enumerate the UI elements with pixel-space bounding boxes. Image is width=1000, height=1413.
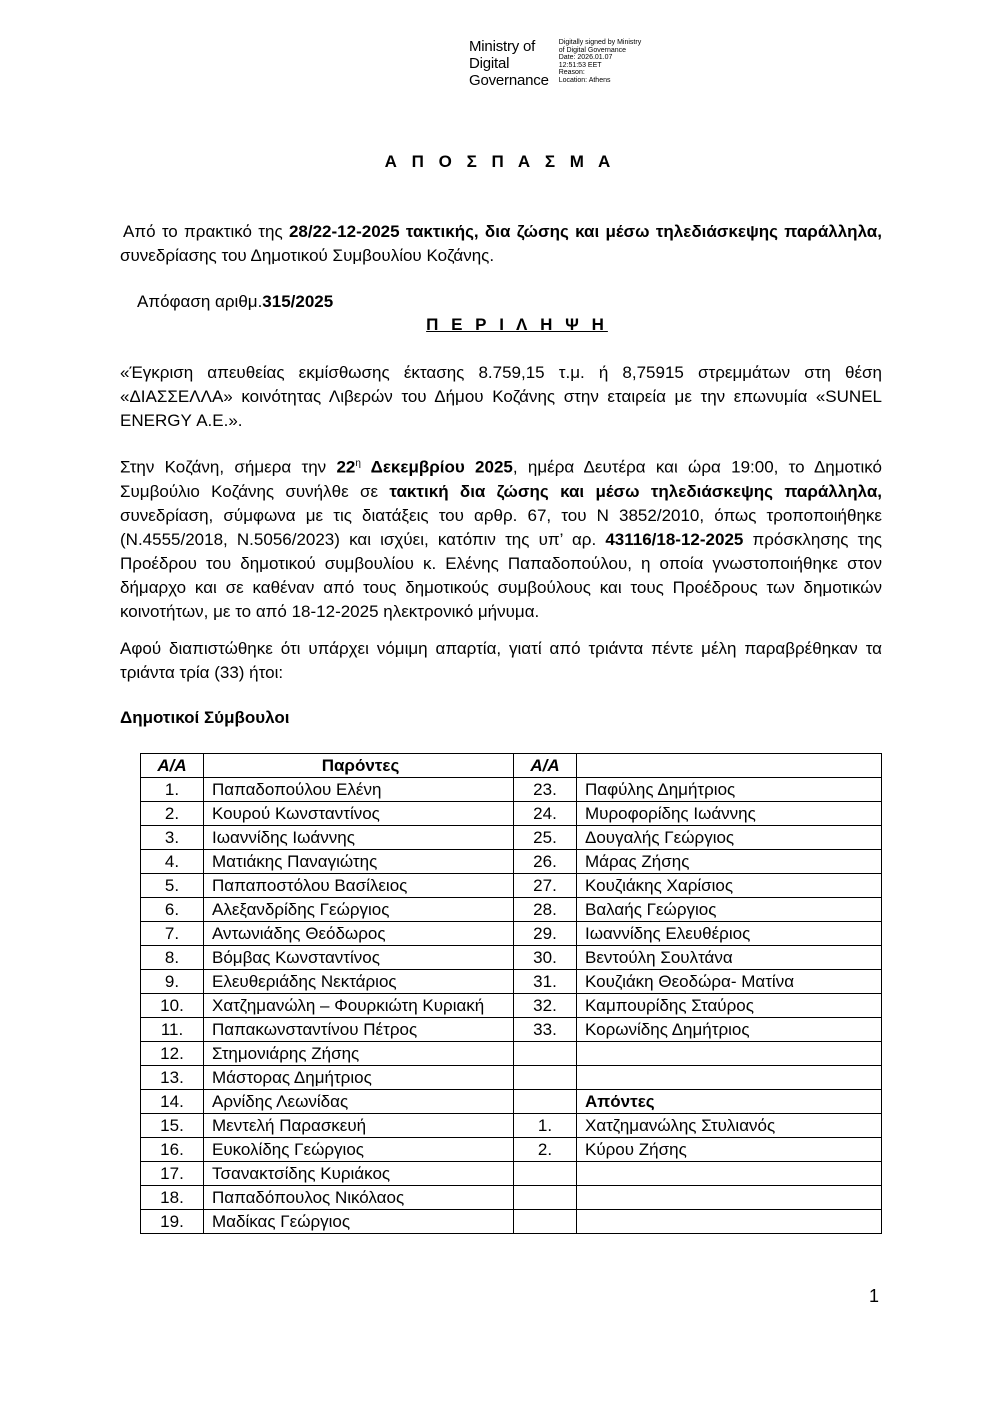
member-name: Καμπουρίδης Σταύρος: [577, 994, 882, 1018]
table-row: [141, 1186, 882, 1210]
table-row: [141, 826, 882, 850]
row-number: 12.: [141, 1042, 204, 1066]
intro-paragraph: Από το πρακτικό της 28/22-12-2025 τακτικής, δια ζώσης και μέσω τηλεδιάσκεψης παράλληλα, συνεδρίασης του Δημοτικού Συμβουλίου Κοζάνης.: [120, 222, 882, 265]
row-number: 7.: [141, 922, 204, 946]
member-name: Κουζιάκη Θεοδώρα- Ματίνα: [577, 970, 882, 994]
table-header-row: [141, 754, 882, 778]
member-name: Ιωαννίδης Ιωάννης: [204, 826, 514, 850]
row-number: [514, 1066, 577, 1090]
member-name: Στημονιάρης Ζήσης: [204, 1042, 514, 1066]
table-row: [141, 994, 882, 1018]
row-number: [514, 1090, 577, 1114]
row-number: [514, 1162, 577, 1186]
row-number: 10.: [141, 994, 204, 1018]
row-number: 29.: [514, 922, 577, 946]
member-name: Αλεξανδρίδης Γεώργιος: [204, 898, 514, 922]
decision-number: Απόφαση αριθμ.315/2025: [137, 292, 334, 311]
row-number: 17.: [141, 1162, 204, 1186]
header-aa-2: Α/Α: [514, 754, 577, 778]
member-name: Κουρού Κωνσταντίνος: [204, 802, 514, 826]
table-row: [141, 946, 882, 970]
body-paragraph: Στην Κοζάνη, σήμερα την $22^\eta$ Δεκεμβρίου 2025, ημέρα Δευτέρα και ώρα 19:00, το Δημοτικό Συμβούλιο Κοζάνης συνήλθε σε τακτική δια ζώσης και μέσω τηλεδιάσκεψης παράλληλα, συνεδρίαση, σύμφωνα με τις διατάξεις του αρθρ. 67, του Ν 3852/2010, όπως τροποποιήθηκε (Ν.4555/2018, Ν.5056/2023) και ισχύει, κατόπιν της υπ’ αρ. 43116/18-12-2025 πρόσκλησης της Προέδρου του δημοτικού συμβουλίου κ. Ελένης Παπαδοπούλου, η οποία γνωστοποιήθηκε στον δήμαρχο και σε καθέναν από τους δημοτικούς συμβούλους και τους Προέδρους των δημοτικών κοινοτήτων, με το από 18-12-2025 ηλεκτρονικό μήνυμα.: [120, 457, 883, 621]
row-number: 13.: [141, 1066, 204, 1090]
member-name: Χατζημανώλη – Φουρκιώτη Κυριακή: [204, 994, 514, 1018]
row-number: 24.: [514, 802, 577, 826]
row-number: 26.: [514, 850, 577, 874]
page-number: 1: [869, 1286, 880, 1306]
member-name: Κουζιάκης Χαρίσιος: [577, 874, 882, 898]
table-row: [141, 778, 882, 802]
member-name: Ελευθεριάδης Νεκτάριος: [204, 970, 514, 994]
document-title: Α Π Ο Σ Π Α Σ Μ Α: [384, 152, 616, 171]
row-number: 8.: [141, 946, 204, 970]
table-row: [141, 850, 882, 874]
table-row: [141, 922, 882, 946]
member-name: Δουγαλής Γεώργιος: [577, 826, 882, 850]
section-title: Δημοτικοί Σύμβουλοι: [120, 708, 290, 727]
row-number: 25.: [514, 826, 577, 850]
member-name: Μάρας Ζήσης: [577, 850, 882, 874]
summary-heading: Π Ε Ρ Ι Λ Η Ψ Η: [426, 315, 608, 334]
header-aa-1: Α/Α: [141, 754, 204, 778]
member-name: Βαλαής Γεώργιος: [577, 898, 882, 922]
member-name: Αντωνιάδης Θεόδωρος: [204, 922, 514, 946]
row-number: 27.: [514, 874, 577, 898]
table-row: [141, 1018, 882, 1042]
row-number: 31.: [514, 970, 577, 994]
member-name: Μαδίκας Γεώργιος: [204, 1210, 514, 1234]
member-name: Ευκολίδης Γεώργιος: [204, 1138, 514, 1162]
table-row: [141, 1210, 882, 1234]
row-number: 2.: [514, 1138, 577, 1162]
table-row: [141, 970, 882, 994]
member-name: Παφύλης Δημήτριος: [577, 778, 882, 802]
row-number: 11.: [141, 1018, 204, 1042]
row-number: 30.: [514, 946, 577, 970]
row-number: [514, 1186, 577, 1210]
members-table: [140, 753, 882, 1234]
row-number: 1.: [141, 778, 204, 802]
member-name: Χατζημανώλης Στυλιανός: [577, 1114, 882, 1138]
member-name: [577, 1186, 882, 1210]
table-row: [141, 1090, 882, 1114]
row-number: 3.: [141, 826, 204, 850]
members-table-body: [141, 754, 882, 1234]
signature-details: Digitally signed by Ministry of Digital Governance Date: 2026.01.07 12:51:53 EET Reason: Location: Athens: [558, 39, 642, 84]
member-name: [577, 1162, 882, 1186]
table-row: [141, 1162, 882, 1186]
row-number: 9.: [141, 970, 204, 994]
member-name: Ιωαννίδης Ελευθέριος: [577, 922, 882, 946]
table-row: [141, 802, 882, 826]
table-row: [141, 1138, 882, 1162]
row-number: [514, 1210, 577, 1234]
row-number: 4.: [141, 850, 204, 874]
member-name: Παπακωνσταντίνου Πέτρος: [204, 1018, 514, 1042]
member-name: Βόμβας Κωνσταντίνος: [204, 946, 514, 970]
row-number: 32.: [514, 994, 577, 1018]
row-number: 1.: [514, 1114, 577, 1138]
row-number: 16.: [141, 1138, 204, 1162]
table-row: [141, 1066, 882, 1090]
member-name: Παπαδοπούλου Ελένη: [204, 778, 514, 802]
member-name: Παπαποστόλου Βασίλειος: [204, 874, 514, 898]
member-name: Παπαδόπουλος Νικόλαος: [204, 1186, 514, 1210]
member-name: Μάστορας Δημήτριος: [204, 1066, 514, 1090]
member-name: [577, 1066, 882, 1090]
member-name: Ματιάκης Παναγιώτης: [204, 850, 514, 874]
quorum-paragraph: Αφού διαπιστώθηκε ότι υπάρχει νόμιμη απαρτία, γιατί από τριάντα πέντε μέλη παραβρέθηκαν τα τριάντα τρία (33) ήτοι:: [120, 639, 882, 682]
member-name: Βεντούλη Σουλτάνα: [577, 946, 882, 970]
header-present: Παρόντες: [204, 754, 514, 778]
row-number: 33.: [514, 1018, 577, 1042]
signer-name: Ministry of Digital Governance: [469, 38, 549, 89]
row-number: 18.: [141, 1186, 204, 1210]
row-number: 15.: [141, 1114, 204, 1138]
row-number: 6.: [141, 898, 204, 922]
table-row: [141, 874, 882, 898]
member-name: Αρνίδης Λεωνίδας: [204, 1090, 514, 1114]
member-name: [577, 1210, 882, 1234]
table-row: [141, 898, 882, 922]
table-row: [141, 1042, 882, 1066]
member-name: Μυροφορίδης Ιωάννης: [577, 802, 882, 826]
summary-text: «Έγκριση απευθείας εκμίσθωσης έκτασης 8.759,15 τ.μ. ή 8,75915 στρεμμάτων στη θέση «ΔΙΑΣΣΕΛΛΑ» κοινότητας Λιβερών του Δήμου Κοζάνης στην εταιρεία με την επωνυμία «SUNEL ENERGY Α.Ε.».: [120, 363, 882, 430]
row-number: 2.: [141, 802, 204, 826]
row-number: 23.: [514, 778, 577, 802]
digital-signature: [469, 38, 641, 89]
row-number: 5.: [141, 874, 204, 898]
row-number: 14.: [141, 1090, 204, 1114]
absent-heading: Απόντες: [577, 1090, 882, 1114]
member-name: Μεντελή Παρασκευή: [204, 1114, 514, 1138]
member-name: [577, 1042, 882, 1066]
row-number: [514, 1042, 577, 1066]
member-name: Κύρου Ζήσης: [577, 1138, 882, 1162]
table-row: [141, 1114, 882, 1138]
member-name: Κορωνίδης Δημήτριος: [577, 1018, 882, 1042]
member-name: Τσανακτσίδης Κυριάκος: [204, 1162, 514, 1186]
row-number: 28.: [514, 898, 577, 922]
header-empty: [577, 754, 882, 778]
row-number: 19.: [141, 1210, 204, 1234]
